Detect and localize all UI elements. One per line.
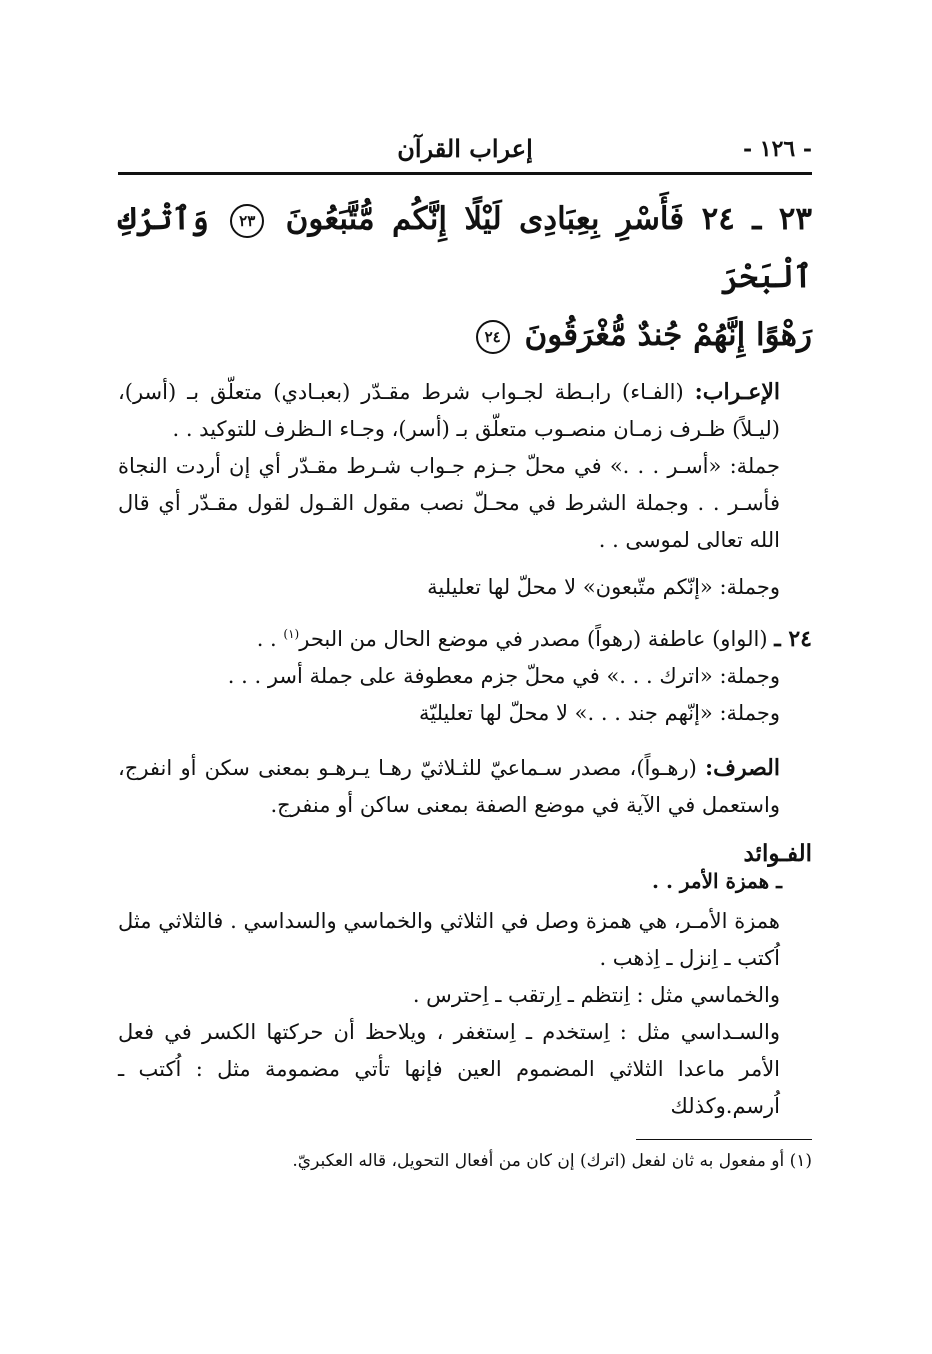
- verse24-jumla-2: وجملة: «إنّهم جند . . .» لا محلّ لها تعليليّة: [419, 701, 780, 725]
- sarf-paragraph: [118, 750, 812, 824]
- irab-jumla-2: وجملة: «إنّكم متّبعون» لا محلّ لها تعليلية: [427, 575, 780, 599]
- footnote-rule: [636, 1139, 812, 1140]
- verse-text-2: رَهْوًا إِنَّهُمْ جُندٌ مُّغْرَقُونَ: [524, 317, 812, 353]
- verse-text-1b: وَٱتْرُكِ ٱلْبَحْرَ: [118, 201, 812, 295]
- footnote-reference: (١): [283, 627, 300, 641]
- verse24-text: (الواو) عاطفة (رهواً) مصدر في موضع الحال من البحر: [299, 627, 768, 651]
- document-page: [118, 130, 812, 1176]
- quran-verse: [118, 190, 812, 364]
- verse24-paragraph: [118, 616, 812, 658]
- verse-end-mark-24: ٢٤: [476, 320, 510, 354]
- fawaid-title: الفـوائد: [743, 840, 812, 867]
- irab-paragraph: [118, 374, 812, 448]
- irab-label: الإعـراب:: [694, 379, 780, 405]
- irab-jumla-1: جملة: «أسـر . . .» في محلّ جـزم جـواب شـرط مقـدّر أي إن أردت النجاة فأسـر . . وجملة الشرط في محـلّ نصب مقول القـول لقول مقـدّر أي قال الله تعالى لموسى . .: [118, 454, 780, 552]
- page-number: - ١٢٦ -: [742, 136, 812, 162]
- running-title: إعراب القرآن: [397, 134, 533, 163]
- fawaid-paragraph-3: والسـداسي مثل : اِستخدم ـ اِستغفر ، ويلاحظ أن حركتها الكسر في فعل الأمر ماعدا الثلاثي المضموم العين فإنها تأتي مضمومة مثل : اُكتب ـ اُرسم.وكذلك: [118, 1020, 780, 1118]
- fawaid-paragraph-2: والخماسي مثل : اِنتظم ـ اِرتقب ـ اِحترس .: [412, 983, 780, 1007]
- verse24-jumla-1: وجملة: «اترك . . .» في محلّ جزم معطوفة على جملة أسر . . .: [227, 664, 780, 688]
- verse-end-mark-23: ٢٣: [230, 204, 264, 238]
- sarf-text: (رهـواً)، مصدر سـماعيّ للثـلاثيّ رهـا يـرهـو بمعنى سكن أو انفرج، واستعمل في الآية في موضع الصفة بمعنى ساكن أو منفرج.: [118, 756, 780, 817]
- verse24-tail: . .: [256, 627, 284, 651]
- fawaid-paragraph-1: همزة الأمـر، هي همزة وصل في الثلاثي والخماسي والسداسي . فالثلاثي مثل اُكتب ـ اِنزل ـ اِذهب .: [118, 909, 780, 970]
- sarf-label: الصرف:: [705, 755, 780, 781]
- verse24-number: ٢٤ ـ: [774, 626, 812, 652]
- verse-text-1a: فَأَسْرِ بِعِبَادِى لَيْلًا إِنَّكُم مُّتَّبَعُونَ: [285, 201, 685, 237]
- header-rule: [118, 172, 812, 175]
- page-header: [118, 130, 812, 172]
- irab-text: (الفـاء) رابـطة لجـواب شرط مقـدّر (بعبـادي) متعلّق بـ (أسر)، (ليـلاً) ظـرف زمـان منصـوب متعلّق بـ (أسر)، وجـاء الـظرف للتوكيد . .: [118, 380, 780, 441]
- fawaid-bullet: ـ همزة الأمر . .: [652, 869, 782, 893]
- verse-numbers: ٢٣ ـ ٢٤: [701, 201, 813, 237]
- footnote: (١) أو مفعول به ثان لفعل (اترك) إن كان من أفعال التحويل، قاله العكبريّ.: [292, 1151, 812, 1171]
